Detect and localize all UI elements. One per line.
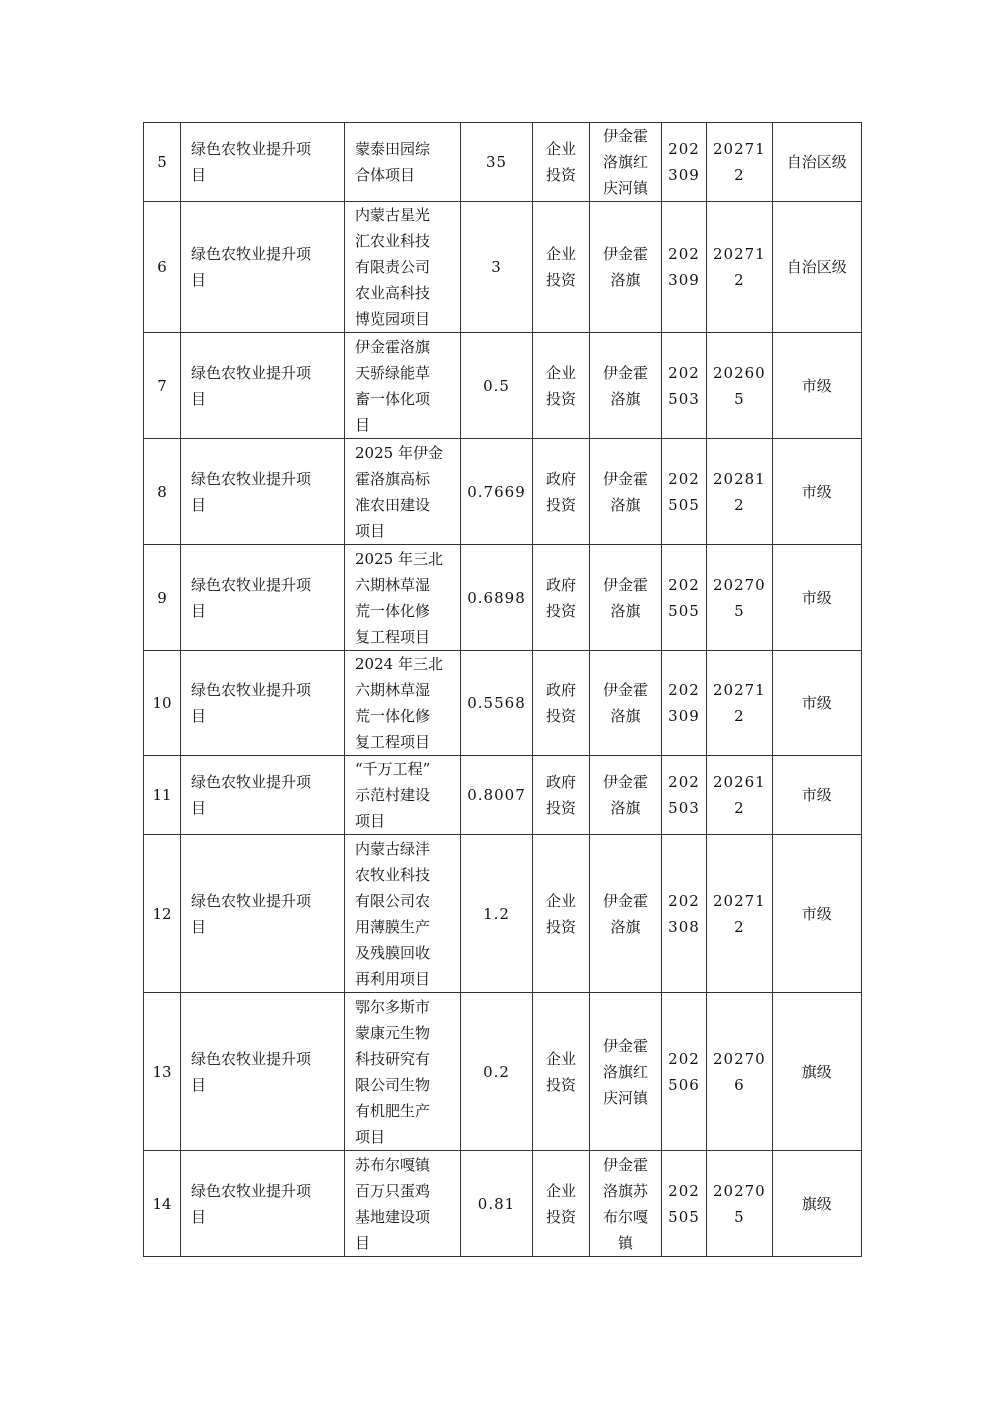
- project-level-cell-text: 市级: [801, 588, 832, 607]
- table-row: [144, 1151, 862, 1257]
- table-row: [144, 439, 862, 545]
- end-date-cell: [707, 123, 773, 202]
- category-cell: [181, 123, 345, 202]
- end-date-cell-text: 20270 5: [713, 575, 766, 620]
- category-cell-text: 绿色农牧业提升项 目: [191, 1049, 312, 1094]
- end-date-cell-text: 20260 5: [713, 363, 766, 408]
- funding-type-cell-text: 企业 投资: [545, 363, 576, 408]
- project-name-cell: [345, 835, 461, 993]
- funding-type-cell-text: 企业 投资: [545, 245, 576, 289]
- category-cell-text: 绿色农牧业提升项 目: [191, 773, 312, 817]
- project-level-cell-text: 旗级: [801, 1062, 832, 1081]
- location-cell: [590, 545, 662, 651]
- funding-type-cell: [533, 756, 590, 835]
- category-cell: [181, 1151, 345, 1257]
- end-date-cell-text: 20270 6: [713, 1049, 766, 1094]
- category-cell-text: 绿色农牧业提升项 目: [191, 140, 312, 184]
- project-table: [143, 122, 862, 1257]
- location-cell-text: 伊金霍 洛旗: [602, 363, 648, 408]
- start-date-cell: [662, 993, 707, 1151]
- end-date-cell-text: 20270 5: [713, 1181, 766, 1226]
- category-cell: [181, 651, 345, 756]
- investment-amount-cell: [461, 1151, 533, 1257]
- investment-amount-cell-text: 3: [491, 258, 502, 276]
- project-name-cell-text: 鄂尔多斯市 蒙康元生物 科技研究有 限公司生物 有机肥生产 项目: [355, 997, 431, 1146]
- project-level-cell-text: 自治区级: [786, 258, 847, 276]
- category-cell-text: 绿色农牧业提升项 目: [191, 575, 312, 620]
- funding-type-cell: [533, 651, 590, 756]
- funding-type-cell: [533, 1151, 590, 1257]
- funding-type-cell-text: 企业 投资: [545, 891, 576, 936]
- project-name-cell: [345, 756, 461, 835]
- end-date-cell-text: 20271 2: [713, 140, 766, 184]
- location-cell: [590, 123, 662, 202]
- project-name-cell-text: 苏布尔嘎镇 百万只蛋鸡 基地建设项 目: [355, 1155, 431, 1252]
- project-level-cell: [772, 333, 861, 439]
- funding-type-cell: [533, 545, 590, 651]
- start-date-cell-text: 202 308: [668, 891, 700, 936]
- investment-amount-cell-text: 35: [485, 153, 508, 171]
- project-level-cell: [772, 439, 861, 545]
- end-date-cell-text: 20261 2: [713, 773, 766, 817]
- project-level-cell: [772, 1151, 861, 1257]
- project-name-cell-text: 2025 年伊金 霍洛旗高标 准农田建设 项目: [355, 443, 443, 540]
- funding-type-cell-text: 政府 投资: [545, 575, 576, 620]
- end-date-cell-text: 20271 2: [713, 245, 766, 289]
- category-cell-text: 绿色农牧业提升项 目: [191, 245, 312, 289]
- funding-type-cell: [533, 835, 590, 993]
- start-date-cell: [662, 123, 707, 202]
- project-level-cell-text: 旗级: [801, 1194, 832, 1213]
- end-date-cell: [707, 651, 773, 756]
- start-date-cell-text: 202 503: [668, 773, 700, 817]
- category-cell-text: 绿色农牧业提升项 目: [191, 363, 312, 408]
- location-cell-text: 伊金霍 洛旗红 庆河镇: [602, 127, 648, 197]
- funding-type-cell-text: 政府 投资: [545, 681, 576, 725]
- investment-amount-cell-text: 1.2: [483, 904, 510, 923]
- category-cell: [181, 333, 345, 439]
- start-date-cell-text: 202 505: [668, 469, 700, 514]
- funding-type-cell-text: 政府 投资: [545, 469, 576, 514]
- row-number-text: 6: [157, 258, 167, 276]
- investment-amount-cell-text: 0.2: [483, 1062, 510, 1081]
- funding-type-cell-text: 企业 投资: [545, 1049, 576, 1094]
- project-level-cell: [772, 545, 861, 651]
- row-number: [144, 1151, 181, 1257]
- end-date-cell-text: 20281 2: [713, 469, 766, 514]
- location-cell: [590, 993, 662, 1151]
- project-name-cell-text: 伊金霍洛旗 天骄绿能草 畜一体化项 目: [355, 337, 431, 434]
- project-level-cell-text: 市级: [801, 694, 832, 712]
- table-row: [144, 333, 862, 439]
- category-cell-text: 绿色农牧业提升项 目: [191, 681, 312, 725]
- funding-type-cell: [533, 439, 590, 545]
- table-row: [144, 123, 862, 202]
- project-name-cell-text: “千万工程” 示范村建设 项目: [355, 760, 431, 830]
- project-name-cell: [345, 1151, 461, 1257]
- project-name-cell-text: 2024 年三北 六期林草湿 荒一体化修 复工程项目: [355, 655, 443, 751]
- investment-amount-cell: [461, 202, 533, 333]
- investment-amount-cell: [461, 993, 533, 1151]
- location-cell-text: 伊金霍 洛旗: [602, 245, 648, 289]
- row-number: [144, 545, 181, 651]
- end-date-cell: [707, 202, 773, 333]
- project-level-cell: [772, 123, 861, 202]
- location-cell-text: 伊金霍 洛旗: [602, 469, 648, 514]
- start-date-cell-text: 202 506: [668, 1049, 700, 1094]
- investment-amount-cell: [461, 545, 533, 651]
- end-date-cell: [707, 835, 773, 993]
- start-date-cell-text: 202 309: [668, 245, 700, 289]
- row-number: [144, 439, 181, 545]
- investment-amount-cell: [461, 439, 533, 545]
- location-cell: [590, 202, 662, 333]
- category-cell: [181, 756, 345, 835]
- location-cell-text: 伊金霍 洛旗: [602, 891, 648, 936]
- project-level-cell: [772, 651, 861, 756]
- funding-type-cell: [533, 993, 590, 1151]
- funding-type-cell-text: 政府 投资: [545, 773, 576, 817]
- category-cell: [181, 993, 345, 1151]
- location-cell: [590, 333, 662, 439]
- project-level-cell-text: 市级: [801, 904, 832, 923]
- row-number-text: 5: [157, 153, 167, 171]
- start-date-cell: [662, 202, 707, 333]
- row-number-text: 12: [152, 904, 172, 923]
- row-number-text: 11: [152, 786, 172, 804]
- investment-amount-cell-text: 0.8007: [467, 786, 526, 804]
- location-cell-text: 伊金霍 洛旗: [602, 575, 648, 620]
- end-date-cell-text: 20271 2: [713, 891, 766, 936]
- start-date-cell-text: 202 505: [668, 1181, 700, 1226]
- investment-amount-cell-text: 0.5568: [467, 694, 526, 712]
- start-date-cell-text: 202 309: [668, 681, 700, 725]
- start-date-cell: [662, 835, 707, 993]
- table-row: [144, 202, 862, 333]
- project-level-cell-text: 自治区级: [786, 153, 847, 171]
- project-name-cell-text: 蒙泰田园综 合体项目: [355, 140, 431, 184]
- end-date-cell: [707, 1151, 773, 1257]
- funding-type-cell-text: 企业 投资: [545, 140, 576, 184]
- table-body: [144, 123, 862, 1257]
- project-level-cell-text: 市级: [801, 786, 832, 804]
- location-cell-text: 伊金霍 洛旗: [602, 773, 648, 817]
- row-number-text: 7: [157, 376, 167, 395]
- investment-amount-cell-text: 0.7669: [467, 482, 526, 501]
- project-name-cell: [345, 545, 461, 651]
- project-level-cell-text: 市级: [801, 376, 832, 395]
- start-date-cell: [662, 333, 707, 439]
- investment-amount-cell: [461, 756, 533, 835]
- row-number: [144, 202, 181, 333]
- end-date-cell: [707, 993, 773, 1151]
- location-cell: [590, 835, 662, 993]
- row-number-text: 13: [152, 1062, 172, 1081]
- start-date-cell-text: 202 309: [668, 140, 700, 184]
- investment-amount-cell: [461, 651, 533, 756]
- investment-amount-cell-text: 0.5: [483, 376, 510, 395]
- category-cell: [181, 439, 345, 545]
- row-number-text: 9: [157, 588, 167, 607]
- funding-type-cell: [533, 123, 590, 202]
- project-level-cell: [772, 202, 861, 333]
- project-level-cell-text: 市级: [801, 482, 832, 501]
- table-row: [144, 651, 862, 756]
- funding-type-cell-text: 企业 投资: [545, 1181, 576, 1226]
- project-name-cell: [345, 333, 461, 439]
- category-cell: [181, 545, 345, 651]
- table-row: [144, 756, 862, 835]
- location-cell: [590, 1151, 662, 1257]
- row-number: [144, 835, 181, 993]
- investment-amount-cell: [461, 333, 533, 439]
- project-name-cell: [345, 439, 461, 545]
- project-name-cell-text: 2025 年三北 六期林草湿 荒一体化修 复工程项目: [355, 549, 443, 646]
- table-row: [144, 993, 862, 1151]
- project-name-cell: [345, 651, 461, 756]
- project-level-cell: [772, 756, 861, 835]
- location-cell: [590, 756, 662, 835]
- investment-amount-cell-text: 0.81: [477, 1194, 516, 1213]
- project-name-cell: [345, 202, 461, 333]
- end-date-cell: [707, 545, 773, 651]
- end-date-cell: [707, 439, 773, 545]
- start-date-cell: [662, 439, 707, 545]
- location-cell-text: 伊金霍 洛旗苏 布尔嘎 镇: [602, 1155, 648, 1252]
- location-cell: [590, 651, 662, 756]
- table-row: [144, 545, 862, 651]
- start-date-cell: [662, 545, 707, 651]
- category-cell: [181, 202, 345, 333]
- project-level-cell: [772, 993, 861, 1151]
- funding-type-cell: [533, 333, 590, 439]
- category-cell: [181, 835, 345, 993]
- row-number-text: 8: [157, 482, 167, 501]
- end-date-cell-text: 20271 2: [713, 681, 766, 725]
- row-number: [144, 756, 181, 835]
- start-date-cell: [662, 651, 707, 756]
- row-number: [144, 993, 181, 1151]
- investment-amount-cell-text: 0.6898: [467, 588, 526, 607]
- start-date-cell-text: 202 505: [668, 575, 700, 620]
- project-name-cell: [345, 993, 461, 1151]
- start-date-cell: [662, 756, 707, 835]
- location-cell: [590, 439, 662, 545]
- investment-amount-cell: [461, 835, 533, 993]
- project-name-cell-text: 内蒙古星光 汇农业科技 有限责公司 农业高科技 博览园项目: [355, 206, 431, 328]
- start-date-cell-text: 202 503: [668, 363, 700, 408]
- location-cell-text: 伊金霍 洛旗: [602, 681, 648, 725]
- row-number-text: 10: [152, 694, 172, 712]
- location-cell-text: 伊金霍 洛旗红 庆河镇: [602, 1036, 648, 1107]
- table-row: [144, 835, 862, 993]
- project-name-cell-text: 内蒙古绿沣 农牧业科技 有限公司农 用薄膜生产 及残膜回收 再利用项目: [355, 839, 431, 988]
- row-number: [144, 123, 181, 202]
- row-number: [144, 651, 181, 756]
- project-level-cell: [772, 835, 861, 993]
- row-number-text: 14: [152, 1194, 172, 1213]
- investment-amount-cell: [461, 123, 533, 202]
- category-cell-text: 绿色农牧业提升项 目: [191, 469, 312, 514]
- end-date-cell: [707, 756, 773, 835]
- end-date-cell: [707, 333, 773, 439]
- row-number: [144, 333, 181, 439]
- project-name-cell: [345, 123, 461, 202]
- category-cell-text: 绿色农牧业提升项 目: [191, 1181, 312, 1226]
- funding-type-cell: [533, 202, 590, 333]
- category-cell-text: 绿色农牧业提升项 目: [191, 891, 312, 936]
- start-date-cell: [662, 1151, 707, 1257]
